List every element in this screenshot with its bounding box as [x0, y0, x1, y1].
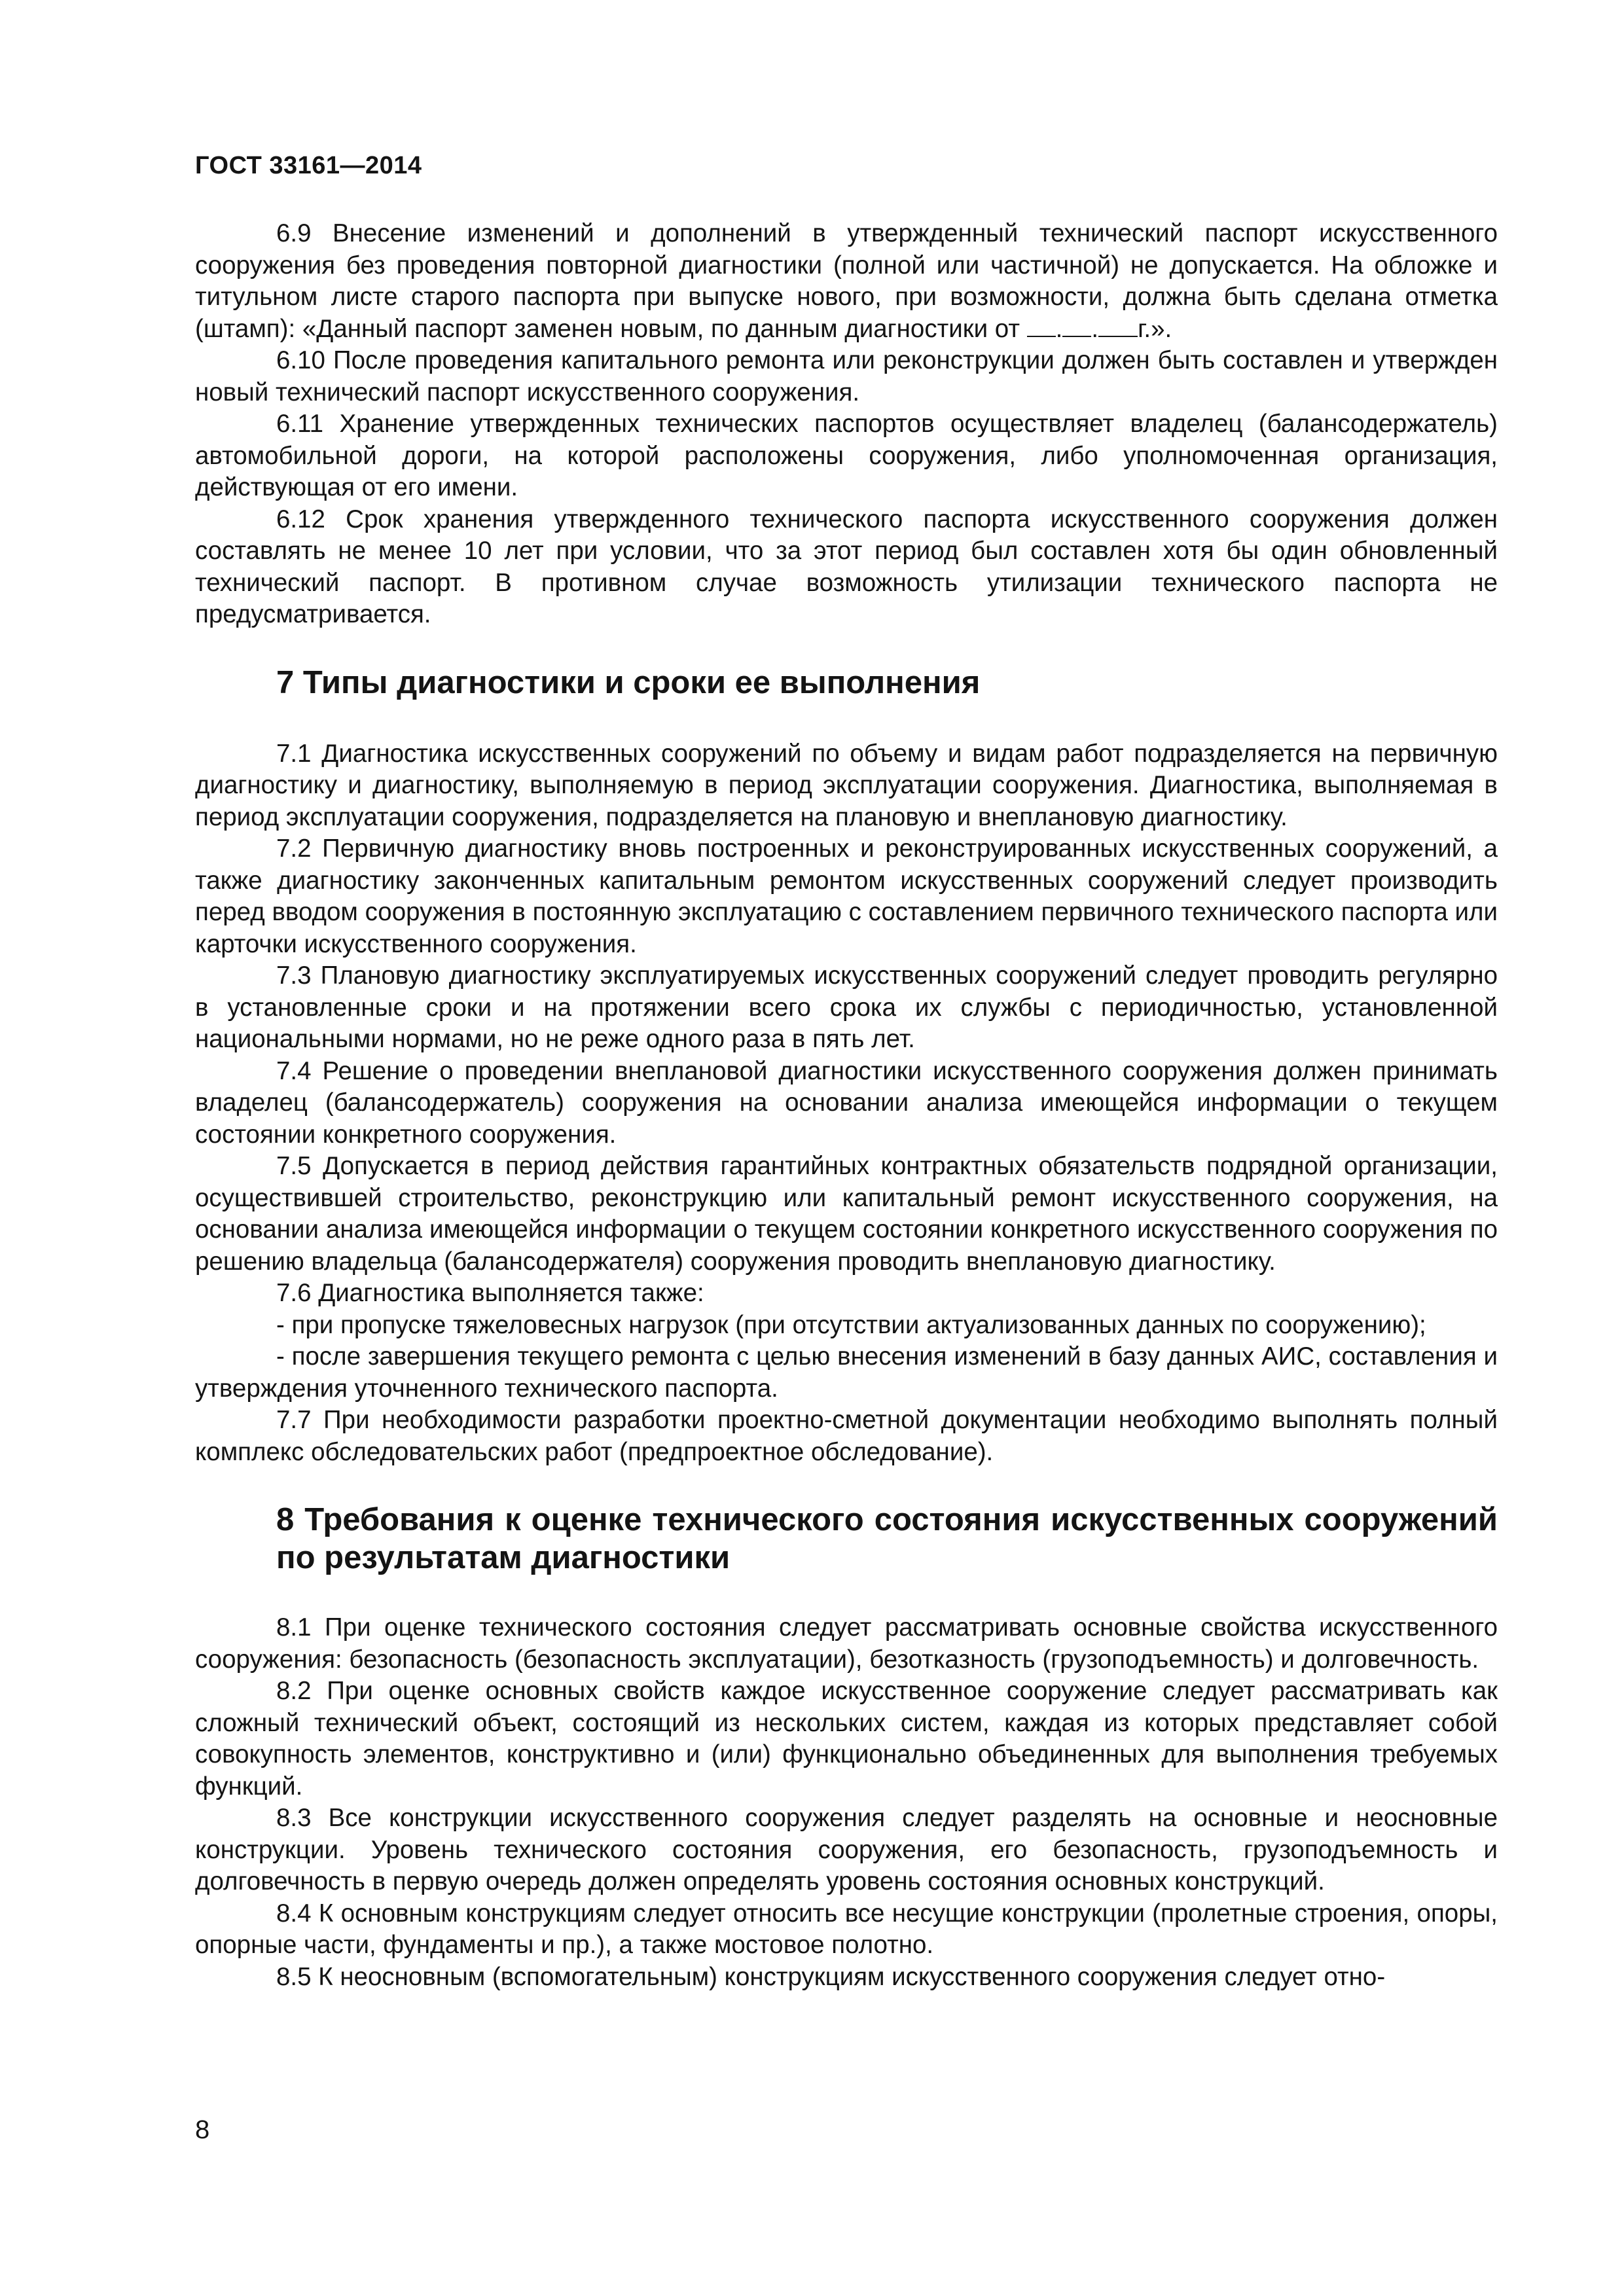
- document-header: ГОСТ 33161—2014: [195, 152, 422, 179]
- paragraph-7-6: 7.6 Диагностика выполняется также:: [276, 1279, 704, 1307]
- list-item-7-6-a: - при пропуске тяжеловесных нагрузок (при отсутствии актуализованных данных по сооружению);: [276, 1310, 1426, 1339]
- paragraph-7-4: 7.4 Решение о проведении внеплановой диагностики искусственного сооружения должен принимать владелец (балансодержатель) сооружения на основании анализа имеющейся информации о текущем состоянии конкретного сооружения.: [195, 1056, 1498, 1149]
- paragraph-6-12: 6.12 Срок хранения утвержденного технического паспорта искусственного сооружения должен составлять не менее 10 лет при условии, что за этот период был составлен хотя бы один обновленный технический паспорт. В противном случае возможность утилизации технического паспорта не предусматривается.: [195, 505, 1498, 628]
- document-page: [195, 152, 1498, 1993]
- paragraph-6-10: 6.10 После проведения капитального ремонта или реконструкции должен быть составлен и утвержден новый технический паспорт искусственного сооружения.: [195, 346, 1498, 406]
- paragraph-8-1: 8.1 При оценке технического состояния следует рассматривать основные свойства искусственного сооружения: безопасность (безопасность эксплуатации), безотказность (грузоподъемность) и долговечность.: [195, 1613, 1498, 1674]
- date-blank-day: [1027, 335, 1056, 337]
- date-blank-month: [1062, 335, 1091, 337]
- paragraph-8-2: 8.2 При оценке основных свойств каждое искусственное сооружение следует рассматривать как сложный технический объект, состоящий из нескольких систем, каждая из которых представляет собой совокупность элементов, конструктивно и (или) функционально объединенных для выполнения требуемых функций.: [195, 1677, 1498, 1801]
- paragraph-8-3: 8.3 Все конструкции искусственного сооружения следует разделять на основные и неосновные конструкции. Уровень технического состояния сооружения, его безопасность, грузоподъемность и долговечность в первую очередь должен определять уровень состояния основных конструкций.: [195, 1804, 1498, 1895]
- paragraph-7-1: 7.1 Диагностика искусственных сооружений по объему и видам работ подразделяется на первичную диагностику и диагностику, выполняемую в период эксплуатации сооружения. Диагностика, выполняемая в период эксплуатации сооружения, подразделяется на плановую и внеплановую диагностику.: [195, 739, 1498, 831]
- paragraph-8-5: 8.5 К неосновным (вспомогательным) конструкциям искусственного сооружения следует отно-: [276, 1962, 1386, 1991]
- paragraph-6-9: [195, 218, 1498, 345]
- paragraph-6-11: 6.11 Хранение утвержденных технических паспортов осуществляет владелец (балансодержатель) автомобильной дороги, на которой расположены сооружения, либо уполномоченная организация, действующая от его имени.: [195, 410, 1498, 501]
- list-item-7-6-b: - после завершения текущего ремонта с целью внесения изменений в базу данных АИС, составления и утверждения уточненного технического паспорта.: [195, 1342, 1498, 1403]
- paragraph-8-4: 8.4 К основным конструкциям следует относить все несущие конструкции (пролетные строения, опоры, опорные части, фундаменты и пр.), а также мостовое полотно.: [195, 1899, 1498, 1959]
- date-separator-2: .: [1091, 314, 1099, 343]
- section-7-title: 7 Типы диагностики и сроки ее выполнения: [276, 664, 981, 700]
- paragraph-7-3: 7.3 Плановую диагностику эксплуатируемых искусственных сооружений следует проводить регулярно в установленные сроки и на протяжении всего срока их службы с периодичностью, установленной национальными нормами, но не реже одного раза в пять лет.: [195, 961, 1498, 1053]
- paragraph-7-5: 7.5 Допускается в период действия гарантийных контрактных обязательств подрядной организации, осуществившей строительство, реконструкцию или капитальный ремонт искусственного сооружения, на основании анализа имеющейся информации о текущем состоянии конкретного искусственного сооружения по решению владельца (балансодержателя) сооружения проводить внеплановую диагностику.: [195, 1152, 1498, 1276]
- paragraph-6-9-end: г.».: [1138, 314, 1172, 343]
- section-8-title: 8 Требования к оценке технического состояния искусственных сооружений по результатам диагностики: [276, 1502, 1498, 1575]
- paragraph-7-7: 7.7 При необходимости разработки проектно-сметной документации необходимо выполнять полный комплекс обследовательских работ (предпроектное обследование).: [195, 1406, 1498, 1466]
- page-number: 8: [195, 2115, 210, 2144]
- date-separator-1: .: [1055, 314, 1063, 343]
- paragraph-6-9-text: 6.9 Внесение изменений и дополнений в утвержденный технический паспорт искусственного сооружения без проведения повторной диагностики (полной или частичной) не допускается. На обложке и титульном листе старого паспорта при выпуске нового, при возможности, должна быть сделана отметка (штамп): «Данный паспорт заменен новым, по данным диагностики от: [195, 219, 1498, 343]
- date-blank-year: [1098, 335, 1138, 337]
- paragraph-7-2: 7.2 Первичную диагностику вновь построенных и реконструированных искусственных сооружений, а также диагностику законченных капитальным ремонтом искусственных сооружений следует производить перед вводом сооружения в постоянную эксплуатацию с составлением первичного технического паспорта или карточки искусственного сооружения.: [195, 834, 1498, 958]
